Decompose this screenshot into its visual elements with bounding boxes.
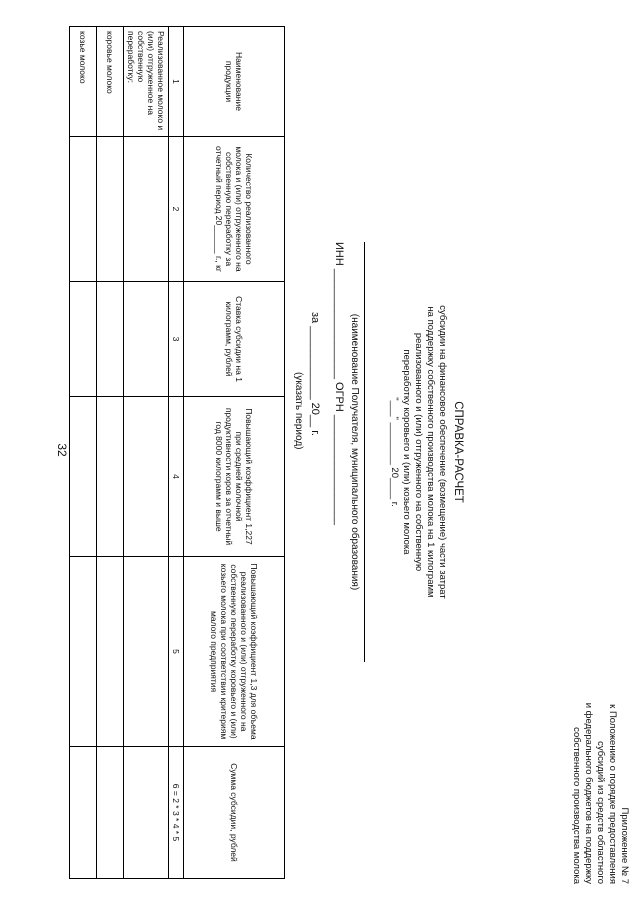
col-header-quantity: Количество реализованного молока и (или) отгруженного на собственную переработку за отчетный период 20______ г., кг (184, 137, 285, 282)
table-number-row (169, 27, 184, 879)
recipient-caption: (наименование Получателя, муниципального образования) (349, 313, 360, 591)
rotated-form-page (80, 12, 640, 892)
table-cell[interactable] (70, 557, 97, 747)
row-label: коровье молоко (97, 27, 124, 137)
recipient-fill-line[interactable] (364, 242, 365, 662)
period-hint: (указать период) (293, 372, 304, 450)
table-cell[interactable] (70, 397, 97, 557)
table-row (70, 27, 97, 879)
table-cell[interactable] (70, 282, 97, 397)
table-cell[interactable] (124, 137, 169, 282)
inn-ogrn-row[interactable]: ИНН __________________ ОГРН __________________ (333, 242, 345, 525)
table-cell[interactable] (97, 282, 124, 397)
appendix-line: собственного производства молока (571, 727, 582, 884)
col-header-product: Наименование продукции (184, 27, 285, 137)
table-cell[interactable] (70, 137, 97, 282)
subtitle-line: на поддержку собственного производства молока на 1 килограмм (425, 306, 436, 598)
table-cell[interactable] (124, 747, 169, 879)
table-cell[interactable] (97, 397, 124, 557)
col-header-coef-1227: Повышающий коэффициент 1,227 при средней молочной продуктивности коров за отчетный год 8000 килограмм и выше (184, 397, 285, 557)
col-number: 4 (169, 397, 184, 557)
row-label: козье молоко (70, 27, 97, 137)
appendix-line: и федерального бюджетов на поддержку (583, 702, 594, 884)
table-row (124, 27, 169, 879)
table-cell[interactable] (124, 557, 169, 747)
appendix-line: Приложение № 7 (619, 807, 630, 884)
page-number: 32 (55, 443, 69, 457)
table-cell[interactable] (124, 282, 169, 397)
col-header-rate: Ставка субсидии на 1 килограмм, рублей (184, 282, 285, 397)
col-number: 5 (169, 557, 184, 747)
table-row (97, 27, 124, 879)
col-header-coef-13: Повышающий коэффициент 1,3 для объема реализованного и (или) отгруженного на собственную переработку коровьего и (или) козьего молока при соответствии критериям малого предприятия (184, 557, 285, 747)
period-row[interactable]: за ____________ 20__ г. (309, 312, 321, 436)
col-number: 6 = 2 * 3 * 4 * 5 (169, 747, 184, 879)
col-number: 2 (169, 137, 184, 282)
subtitle-line: субсидии на финансовое обеспечение (возмещение) части затрат (437, 305, 448, 599)
table-cell[interactable] (124, 397, 169, 557)
col-number: 1 (169, 27, 184, 137)
row-label: Реализованное молоко и (или) отгруженное на собственную переработку: (124, 27, 169, 137)
col-header-sum: Сумма субсидии, рублей (184, 747, 285, 879)
subtitle-line: переработку коровьего и (или) козьего молока (401, 349, 412, 555)
appendix-line: к Положению о порядке предоставления (607, 704, 618, 884)
col-number: 3 (169, 282, 184, 397)
table-cell[interactable] (97, 747, 124, 879)
table-cell[interactable] (97, 137, 124, 282)
table-cell[interactable] (70, 747, 97, 879)
subtitle-date-line: "___" ________ 20____ г. (389, 397, 400, 507)
form-title: СПРАВКА-РАСЧЕТ (452, 401, 464, 503)
form-subtitle (388, 12, 448, 892)
subsidy-table (69, 26, 285, 879)
table-cell[interactable] (97, 557, 124, 747)
table-header-row (184, 27, 285, 879)
subtitle-line: реализованного и (или) отгруженного на собственную (413, 332, 424, 572)
appendix-note (570, 584, 630, 884)
appendix-line: субсидий из средств областного (595, 741, 606, 884)
